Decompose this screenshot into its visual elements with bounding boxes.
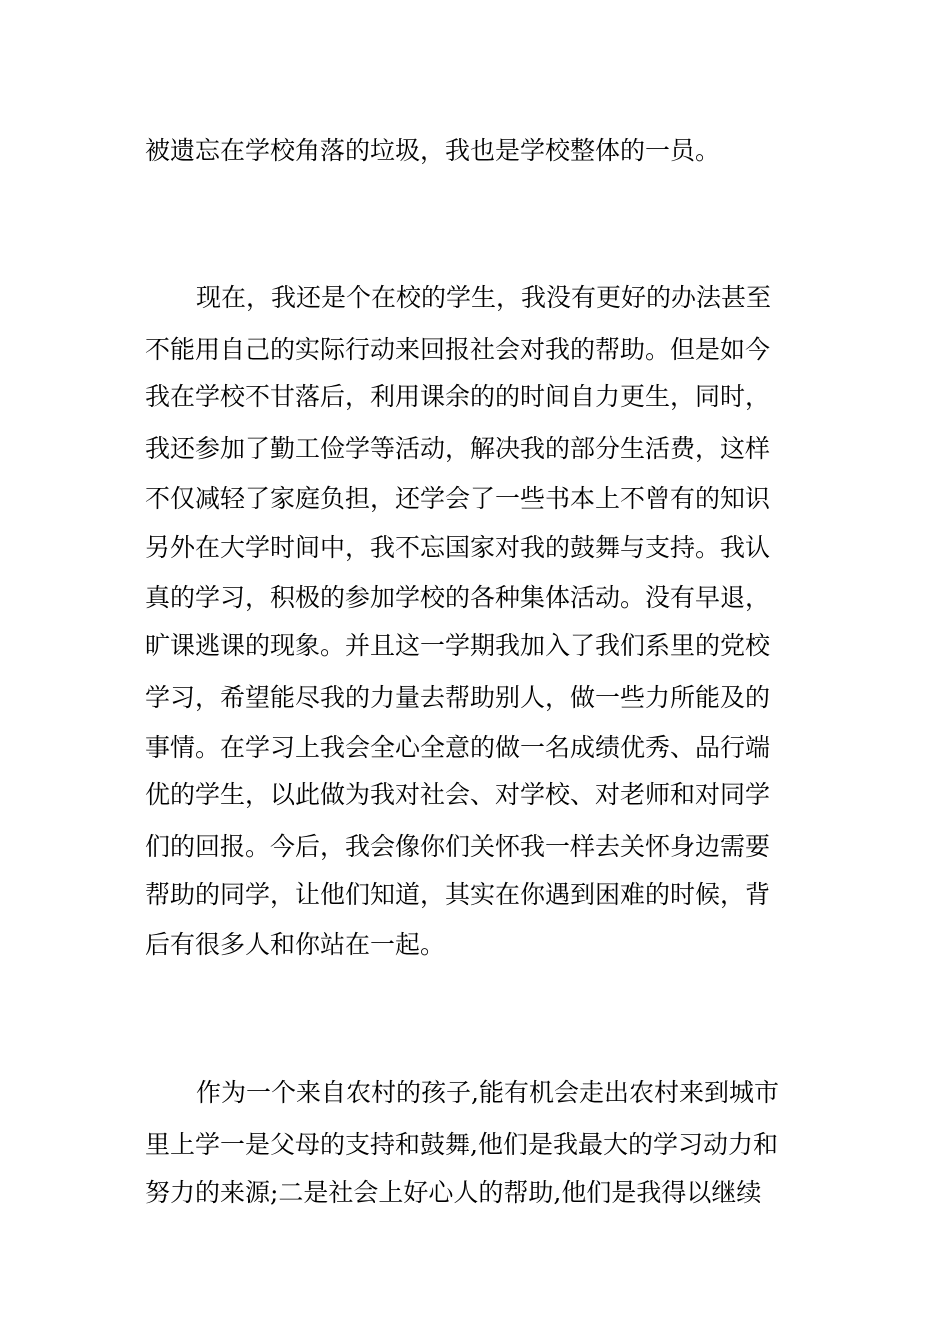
paragraph-2-line-12: 们的回报。今后，我会像你们关怀我一样去关怀身边需要 <box>145 832 771 861</box>
paragraph-2-line-9: 学习，希望能尽我的力量去帮助别人，做一些力所能及的 <box>145 683 771 712</box>
paragraph-2-line-8: 旷课逃课的现象。并且这一学期我加入了我们系里的党校 <box>145 631 771 660</box>
paragraph-2-line-5: 不仅减轻了家庭负担，还学会了一些书本上不曾有的知识 <box>145 484 771 513</box>
paragraph-2-line-11: 优的学生，以此做为我对社会、对学校、对老师和对同学 <box>145 780 771 809</box>
paragraph-2-line-3: 我在学校不甘落后，利用课余的的时间自力更生，同时， <box>145 382 771 411</box>
paragraph-2-line-2: 不能用自己的实际行动来回报社会对我的帮助。但是如今 <box>145 335 771 364</box>
paragraph-3-line-3: 努力的来源;二是社会上好心人的帮助,他们是我得以继续 <box>145 1178 762 1207</box>
paragraph-3-line-2: 里上学一是父母的支持和鼓舞,他们是我最大的学习动力和 <box>145 1130 778 1159</box>
paragraph-3-line-1: 作为一个来自农村的孩子,能有机会走出农村来到城市 <box>196 1078 779 1107</box>
paragraph-2-line-1: 现在，我还是个在校的学生，我没有更好的办法甚至 <box>196 283 772 312</box>
paragraph-2-line-6: 另外在大学时间中，我不忘国家对我的鼓舞与支持。我认 <box>145 533 771 562</box>
paragraph-1-line-1: 被遗忘在学校角落的垃圾，我也是学校整体的一员。 <box>145 136 721 165</box>
paragraph-2-line-7: 真的学习，积极的参加学校的各种集体活动。没有早退， <box>145 583 771 612</box>
paragraph-2-line-4: 我还参加了勤工俭学等活动，解决我的部分生活费，这样 <box>145 434 771 463</box>
paragraph-2-line-14: 后有很多人和你站在一起。 <box>145 930 446 959</box>
paragraph-2-line-13: 帮助的同学，让他们知道，其实在你遇到困难的时候，背 <box>145 880 771 909</box>
paragraph-2-line-10: 事情。在学习上我会全心全意的做一名成绩优秀、品行端 <box>145 733 771 762</box>
